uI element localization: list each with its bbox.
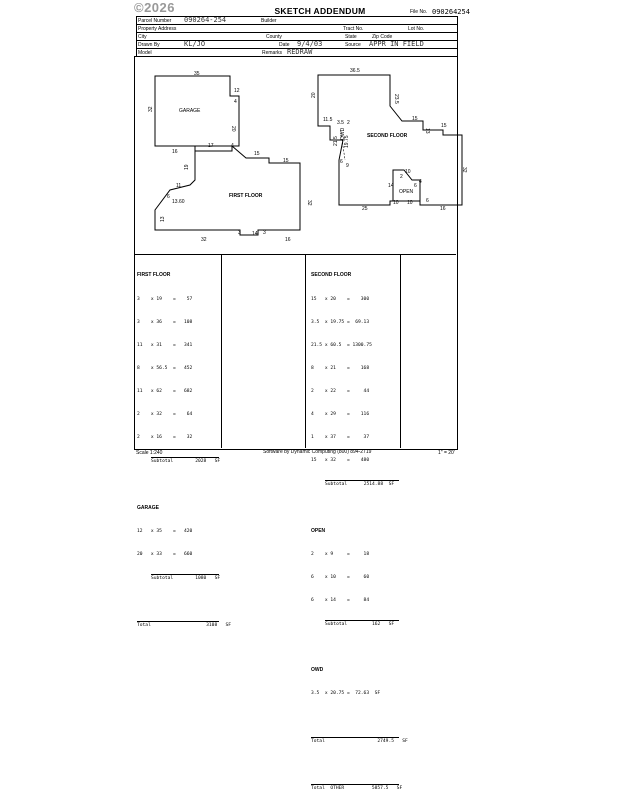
garage-label: GARAGE bbox=[179, 108, 201, 114]
lot-number-label: Lot No. bbox=[408, 26, 425, 32]
subtotal-row: Subtotal 1080 SF bbox=[151, 575, 221, 581]
calc-row: 3.5 x 19.75 = 69.13 bbox=[311, 319, 370, 325]
dim-label: 3 bbox=[263, 230, 266, 236]
owd-label: OWD bbox=[340, 127, 346, 140]
parcel-number-value: 090264-254 bbox=[184, 16, 227, 24]
dim-label: 20 bbox=[230, 126, 236, 132]
dim-label: 2 bbox=[347, 120, 350, 126]
second-floor-label: SECOND FLOOR bbox=[367, 133, 408, 139]
first-floor-calc-title: FIRST FLOOR bbox=[137, 272, 171, 279]
dim-label: 4 bbox=[231, 143, 234, 149]
owd-calc-title: OWD bbox=[311, 667, 324, 674]
dim-label: 21.5 bbox=[333, 136, 339, 146]
subtotal-row: Subtotal 162 SF bbox=[325, 620, 399, 629]
dim-label: 32 bbox=[461, 167, 467, 173]
total-row: Total 3108 SF bbox=[137, 623, 232, 629]
software-credit: Software by Dynamic Computing (800) 894-2719 bbox=[263, 449, 372, 455]
dim-label: 3.5 bbox=[337, 120, 344, 126]
dim-label: 13.60 bbox=[172, 199, 185, 205]
total-row: Total 2749.5 SF bbox=[311, 738, 408, 744]
calc-row: 15 x 20 = 300 bbox=[311, 296, 370, 302]
calc-row: 2 x 22 = 44 bbox=[311, 388, 370, 394]
first-floor-outline bbox=[155, 146, 300, 235]
dim-label: 12 bbox=[234, 88, 240, 94]
dim-label: 14 bbox=[252, 231, 258, 237]
dim-label: 16 bbox=[440, 206, 446, 212]
remarks-value: REDRAW bbox=[287, 48, 313, 56]
dim-label: 13 bbox=[424, 128, 430, 134]
dim-label: 32 bbox=[306, 200, 312, 206]
calc-row: 11 x 62 = 682 bbox=[137, 388, 193, 394]
state-label: State bbox=[345, 34, 357, 40]
total-other-row: Total OTHER 5857.5 SF bbox=[311, 785, 403, 791]
remarks-label: Remarks bbox=[262, 50, 283, 56]
file-number-value: 090264254 bbox=[432, 8, 470, 16]
dim-label: 10 bbox=[393, 200, 399, 206]
calc-row: 8 x 56.5 = 452 bbox=[137, 365, 193, 371]
dim-label: 6 bbox=[414, 183, 417, 189]
file-number-label: File No. bbox=[410, 9, 428, 15]
calc-row: 6 x 14 = 84 bbox=[311, 597, 370, 603]
calc-row: 21.5 x 60.5 = 1300.75 bbox=[311, 342, 372, 348]
calc-row: 2 x 32 = 64 bbox=[137, 412, 193, 418]
dim-label: 36.5 bbox=[350, 68, 360, 74]
dim-label: 10 bbox=[407, 200, 413, 206]
tract-number-label: Tract No. bbox=[343, 26, 364, 32]
dim-label: 11 bbox=[176, 183, 182, 189]
dim-label: 25 bbox=[362, 206, 368, 212]
floor-plan-sketch bbox=[134, 56, 467, 254]
city-label: City bbox=[138, 34, 147, 40]
calc-right-panel bbox=[311, 257, 408, 800]
dim-label: 16 bbox=[285, 237, 291, 243]
calc-row: 15 x 32 = 480 bbox=[311, 458, 370, 464]
dim-label: 15 bbox=[441, 123, 447, 129]
calc-row: 3.5 x 20.75 = 72.63 SF bbox=[311, 691, 381, 697]
dim-label: 16 bbox=[172, 149, 178, 155]
calc-row: 2 x 16 = 32 bbox=[137, 435, 193, 441]
dim-label: 4 bbox=[419, 179, 422, 185]
calc-row: 6 x 10 = 60 bbox=[311, 574, 370, 580]
open-label: OPEN bbox=[399, 189, 414, 195]
dim-label: 35 bbox=[194, 71, 200, 77]
dim-label: 6 bbox=[426, 198, 429, 204]
dim-label: 23.5 bbox=[393, 94, 399, 104]
first-floor-label: FIRST FLOOR bbox=[229, 193, 263, 199]
dim-label: 15 bbox=[412, 116, 418, 122]
dim-label: 17 bbox=[208, 143, 214, 149]
dim-label: 15 bbox=[254, 151, 260, 157]
page-title: SKETCH ADDENDUM bbox=[274, 6, 366, 16]
calc-left-panel bbox=[137, 257, 232, 637]
parcel-number-label: Parcel Number bbox=[138, 18, 172, 24]
open-calc-title: OPEN bbox=[311, 527, 326, 534]
zip-code-label: Zip Code bbox=[372, 34, 393, 40]
dim-label: 15 bbox=[283, 158, 289, 164]
drawn-by-label: Drawn By bbox=[138, 42, 160, 48]
dim-label: 6 bbox=[167, 194, 170, 200]
dim-label: 10 bbox=[405, 169, 411, 175]
dim-label: 4 bbox=[234, 99, 237, 105]
model-label: Model bbox=[138, 50, 152, 56]
dim-label: 20 bbox=[311, 92, 317, 98]
calc-row: 8 x 21 = 168 bbox=[311, 365, 370, 371]
calc-row: 11 x 31 = 341 bbox=[137, 342, 193, 348]
calc-row: 2 x 9 = 18 bbox=[311, 551, 370, 557]
property-address-label: Property Address bbox=[138, 26, 177, 32]
calc-row: 12 x 35 = 420 bbox=[137, 528, 193, 534]
dim-label: 14 bbox=[388, 183, 394, 189]
subtotal-row: Subtotal 2028 SF bbox=[151, 459, 221, 465]
builder-label: Builder bbox=[261, 18, 277, 24]
dim-label: 13 bbox=[160, 216, 166, 222]
subtotal-row: Subtotal 2514.88 SF bbox=[325, 480, 399, 489]
second-floor-calc-title: SECOND FLOOR bbox=[311, 272, 352, 279]
drawn-by-value: KL/JO bbox=[184, 40, 206, 48]
dim-label: 2 bbox=[400, 174, 403, 180]
calc-row: 1 x 37 = 37 bbox=[311, 435, 370, 441]
dim-label: 32 bbox=[148, 106, 154, 112]
source-label: Source bbox=[345, 42, 361, 48]
dim-label: 19.75 bbox=[344, 135, 350, 148]
source-value: APPR IN FIELD bbox=[369, 40, 424, 48]
copyright-watermark: ©2026 bbox=[134, 0, 175, 15]
dim-label: 11.5 bbox=[323, 117, 333, 123]
calc-row: 3 x 36 = 108 bbox=[137, 319, 193, 325]
scale-label: Scale 1:240 bbox=[136, 450, 163, 456]
county-label: County bbox=[266, 34, 282, 40]
calc-row: 20 x 33 = 660 bbox=[137, 551, 193, 557]
dim-label: 19 bbox=[184, 164, 190, 170]
dim-label: 3 bbox=[238, 230, 241, 236]
calc-row: 3 x 19 = 57 bbox=[137, 296, 193, 302]
date-value: 9/4/03 bbox=[297, 40, 323, 48]
dim-label: 6 bbox=[340, 159, 343, 165]
date-label: Date bbox=[279, 42, 290, 48]
dim-label: 9 bbox=[346, 163, 349, 169]
calc-row: 4 x 29 = 116 bbox=[311, 412, 370, 418]
scale-ratio: 1" = 20' bbox=[438, 450, 455, 456]
dim-label: 32 bbox=[201, 237, 207, 243]
garage-calc-title: GARAGE bbox=[137, 504, 159, 511]
